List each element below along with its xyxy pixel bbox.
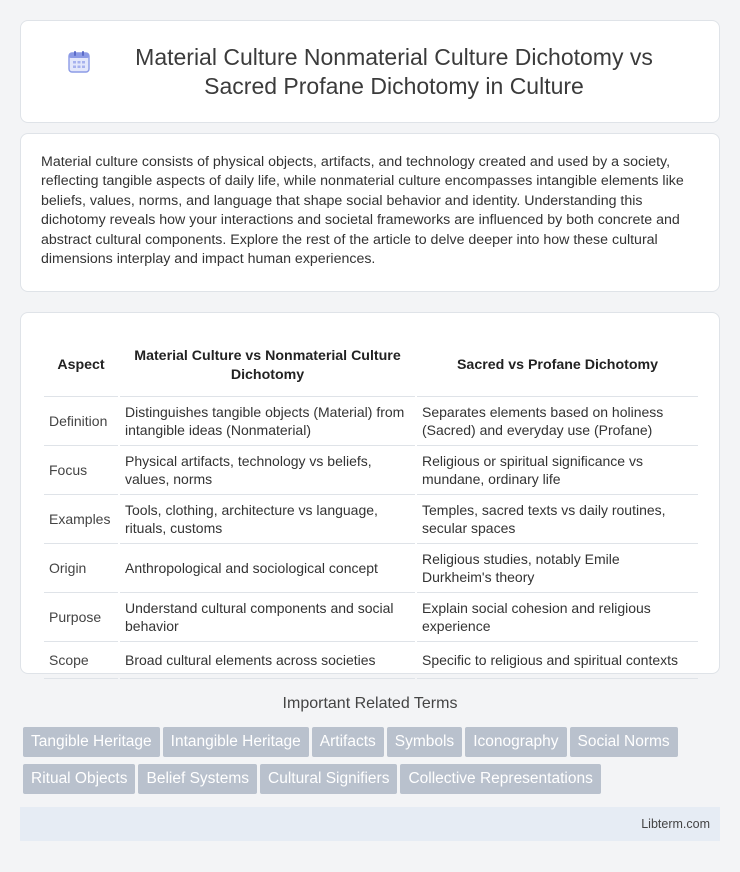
table-cell: Separates elements based on holiness (Sacred) and everyday use (Profane)	[417, 397, 698, 446]
table-cell: Examples	[44, 495, 118, 544]
tag-collective-representations[interactable]: Collective Representations	[400, 764, 600, 794]
table-row	[44, 495, 698, 544]
header-material-culture: Material Culture vs Nonmaterial Culture Dichotomy	[120, 335, 415, 397]
table-cell: Specific to religious and spiritual contexts	[417, 642, 698, 679]
intro-card	[20, 133, 720, 292]
header-aspect: Aspect	[44, 335, 118, 397]
table-cell: Focus	[44, 446, 118, 495]
tag-cultural-signifiers[interactable]: Cultural Signifiers	[260, 764, 397, 794]
table-cell: Scope	[44, 642, 118, 679]
table-cell: Tools, clothing, architecture vs language, rituals, customs	[120, 495, 415, 544]
table-cell: Broad cultural elements across societies	[120, 642, 415, 679]
tag-artifacts[interactable]: Artifacts	[312, 727, 384, 757]
table-cell: Definition	[44, 397, 118, 446]
footer	[20, 807, 720, 841]
table-cell: Purpose	[44, 593, 118, 642]
table-cell: Anthropological and sociological concept	[120, 544, 415, 593]
table-header-row	[44, 335, 698, 397]
table-cell: Religious or spiritual significance vs mundane, ordinary life	[417, 446, 698, 495]
comparison-table	[42, 335, 700, 679]
table-cell: Religious studies, notably Emile Durkheim's theory	[417, 544, 698, 593]
header-sacred-profane: Sacred vs Profane Dichotomy	[417, 335, 698, 397]
table-row	[44, 544, 698, 593]
table-row	[44, 397, 698, 446]
tag-symbols[interactable]: Symbols	[387, 727, 462, 757]
tag-ritual-objects[interactable]: Ritual Objects	[23, 764, 135, 794]
table-cell: Distinguishes tangible objects (Material) from intangible ideas (Nonmaterial)	[120, 397, 415, 446]
related-terms-heading: Important Related Terms	[282, 695, 458, 712]
table-cell: Understand cultural components and social behavior	[120, 593, 415, 642]
table-cell: Physical artifacts, technology vs beliefs, values, norms	[120, 446, 415, 495]
table-cell: Origin	[44, 544, 118, 593]
tag-iconography[interactable]: Iconography	[465, 727, 566, 757]
page-title: Material Culture Nonmaterial Culture Dichotomy vs Sacred Profane Dichotomy in Culture	[135, 43, 653, 99]
table-cell: Explain social cohesion and religious experience	[417, 593, 698, 642]
related-terms-list	[23, 727, 723, 801]
tag-social-norms[interactable]: Social Norms	[570, 727, 678, 757]
comparison-card	[20, 312, 720, 674]
calendar-icon	[66, 49, 92, 75]
tag-belief-systems[interactable]: Belief Systems	[138, 764, 257, 794]
table-cell: Temples, sacred texts vs daily routines, secular spaces	[417, 495, 698, 544]
tag-tangible-heritage[interactable]: Tangible Heritage	[23, 727, 160, 757]
title-card	[20, 20, 720, 123]
table-row	[44, 642, 698, 679]
table-row	[44, 593, 698, 642]
tag-intangible-heritage[interactable]: Intangible Heritage	[163, 727, 309, 757]
footer-site-link[interactable]: Libterm.com	[641, 817, 710, 831]
intro-paragraph: Material culture consists of physical objects, artifacts, and technology created and used by a society, reflecting tangible aspects of daily life, while nonmaterial culture encompasses intangible elements like beliefs, values, norms, and language that shape social behavior and identity. Understanding this dichotomy reveals how your interactions and societal frameworks are influenced by both concrete and abstract cultural components. Explore the rest of the article to delve deeper into how these cultural dimensions interplay and impact human experiences.	[41, 154, 684, 268]
table-row	[44, 446, 698, 495]
